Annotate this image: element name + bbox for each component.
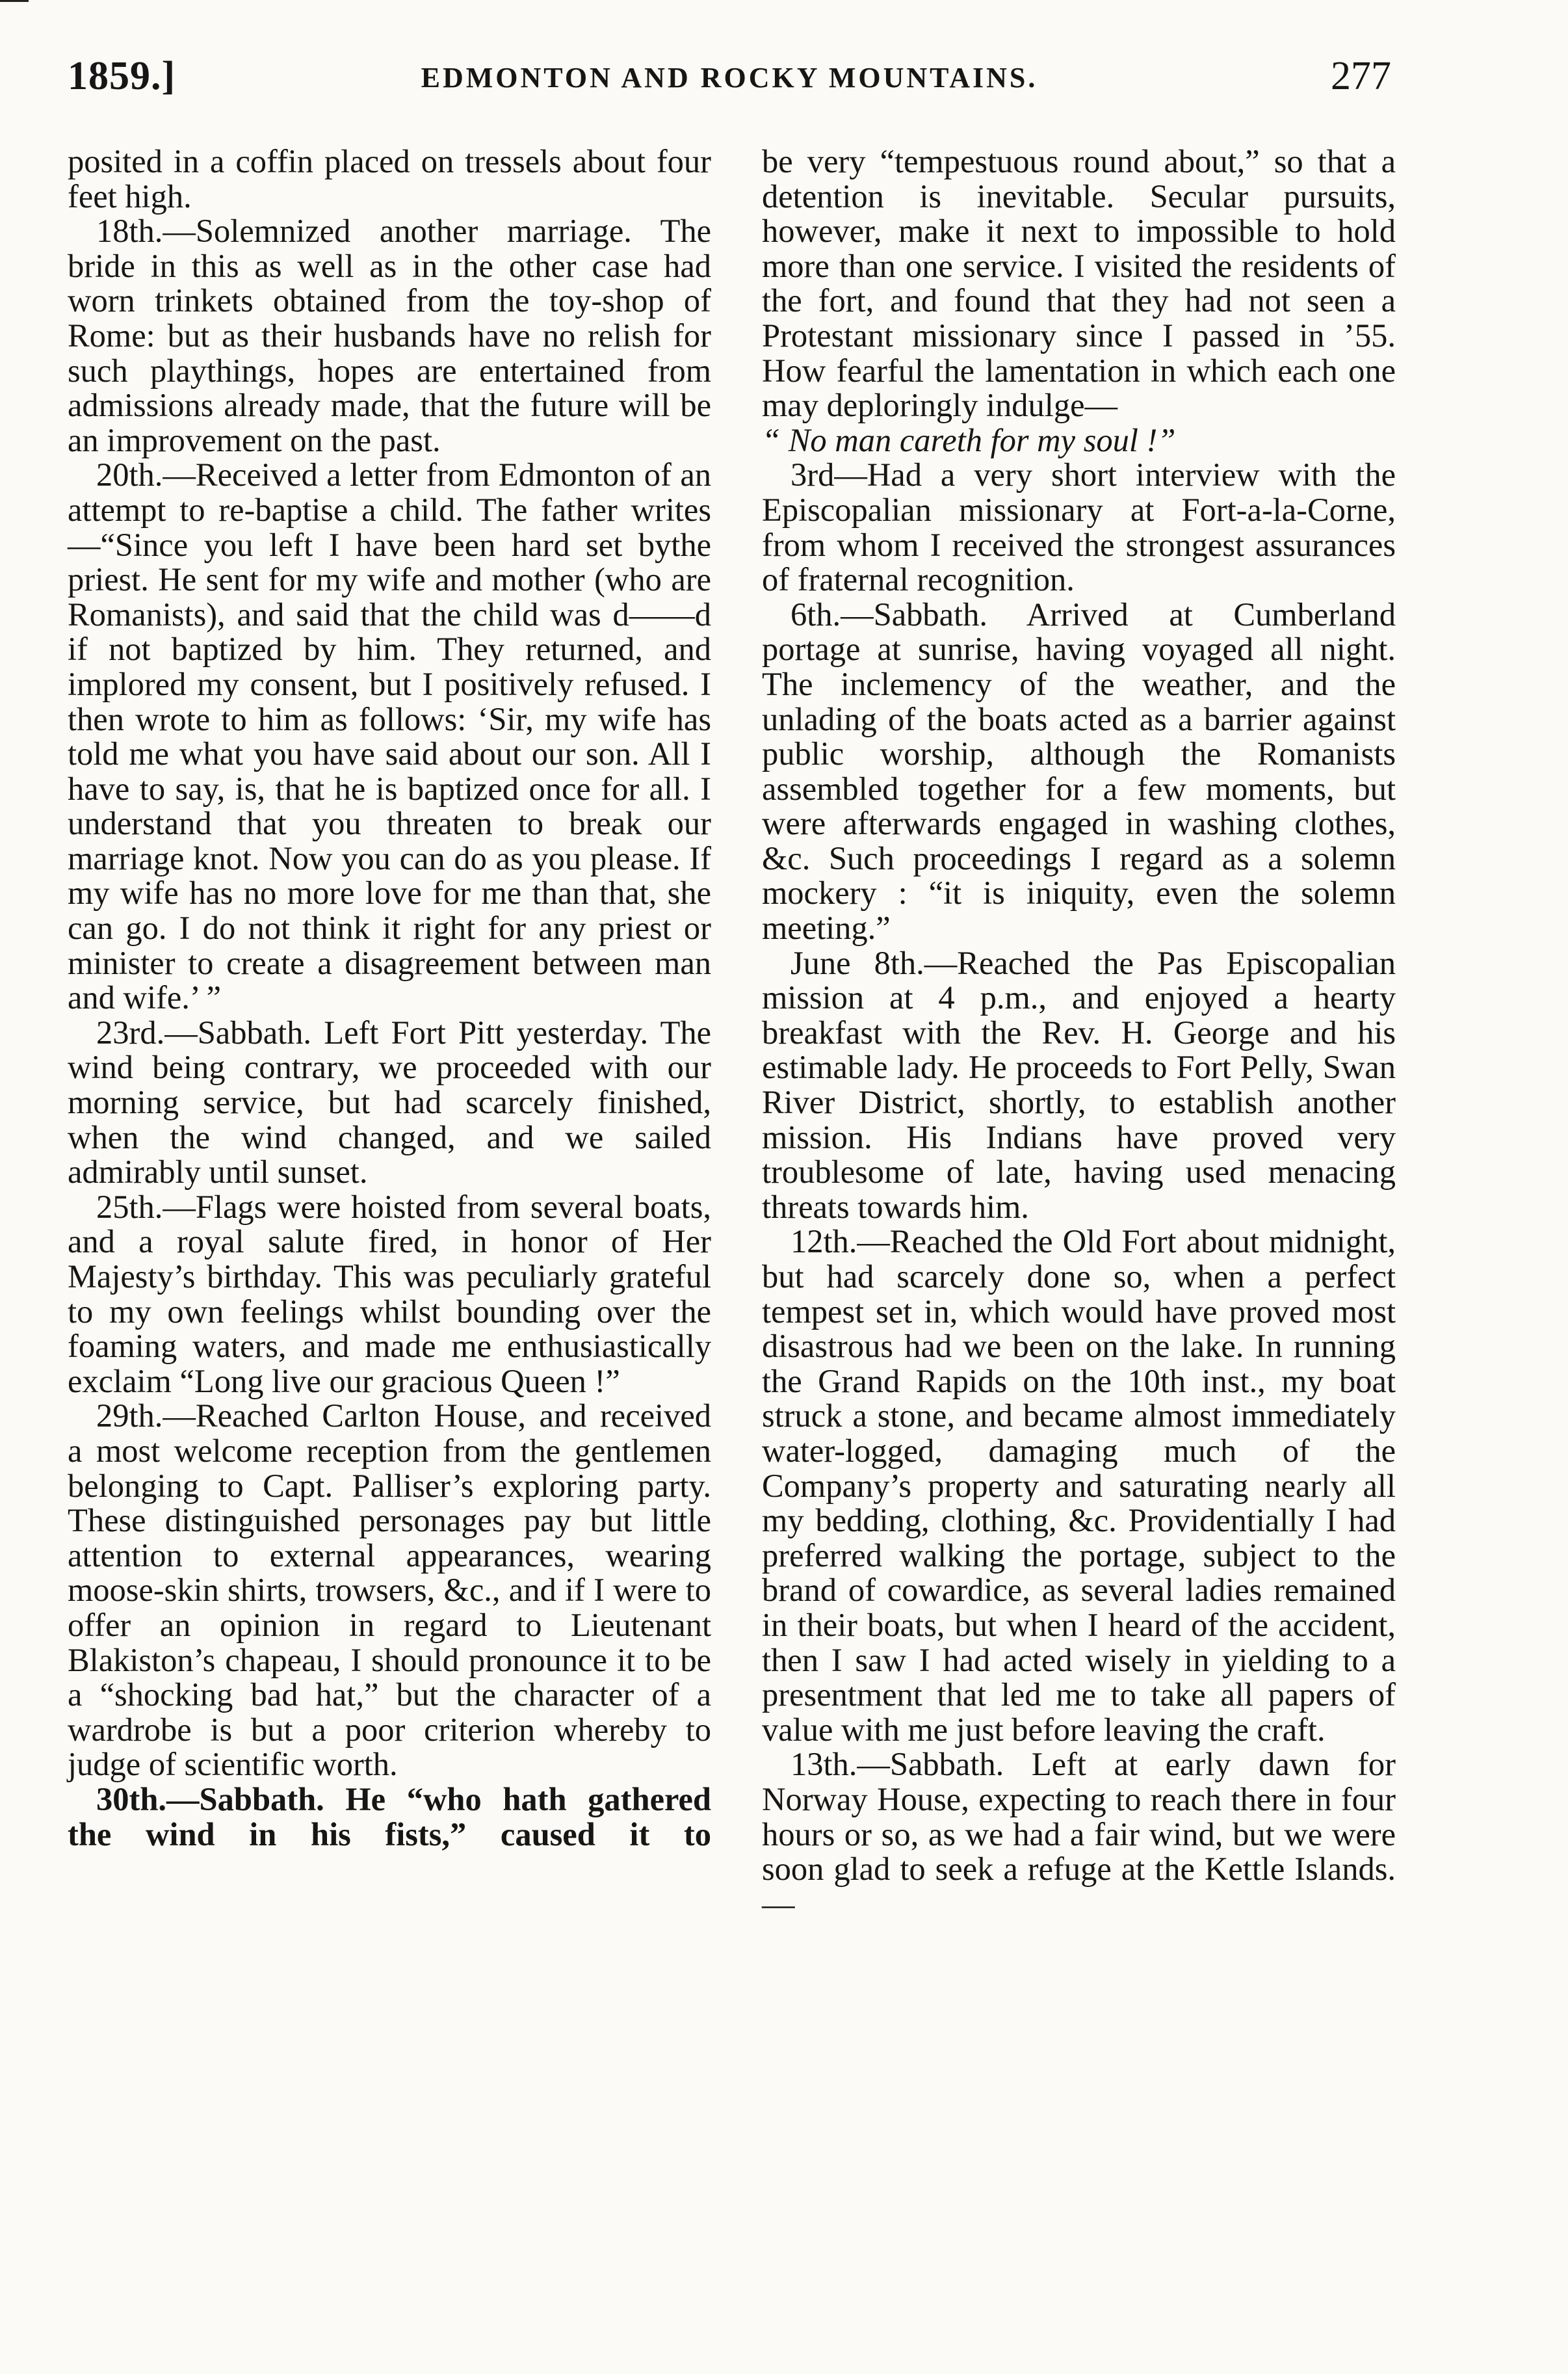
paragraph: June 8th.—Reached the Pas Episcopalian mission at 4 p.m., and enjoyed a hearty breakfast with the Rev. H. George and his estimable lady. He proceeds to Fort Pelly, Swan River District, shortly, to establish another mission. His Indians have proved very troublesome of late, having used menacing threats towards him. <box>762 944 1396 1225</box>
paragraph: 12th.—Reached the Old Fort about midnight, but had scarcely done so, when a perfect tempest set in, which would have proved most disastrous had we been on the lake. In running the Grand Rapids on the 10th inst., my boat struck a stone, and became almost immediately water-logged, damaging much of the Company’s property and saturating nearly all my bedding, clothing, &c. Providentially I had preferred walking the portage, subject to the brand of cowardice, as several ladies remained in their boats, but when I heard of the accident, then I saw I had acted wisely in yielding to a presentment that led me to take all papers of value with me just before leaving the craft. <box>762 1223 1396 1748</box>
paragraph: 25th.—Flags were hoisted from several boats, and a royal salute fired, in honor of Her Majesty’s birthday. This was peculiarly grateful to my own feelings whilst bounding over the foaming waters, and made me enthusiastically exclaim “Long live our gracious Queen !” <box>68 1188 711 1399</box>
running-head-year: 1859.] <box>68 54 176 98</box>
right-column <box>762 144 1396 1921</box>
running-head <box>68 53 1391 118</box>
corner-mark <box>0 0 29 2</box>
paragraph: posited in a coffin placed on tressels about four feet high. <box>68 143 711 215</box>
paragraph: 30th.—Sabbath. He “who hath gathered the wind in his fists,” caused it to <box>68 1780 711 1853</box>
running-head-title: EDMONTON AND ROCKY MOUNTAINS. <box>421 62 1038 94</box>
paragraph: 20th.—Received a letter from Edmonton of an attempt to re-baptise a child. The father writes—“Since you left I have been hard set bythe priest. He sent for my wife and mother (who are Romanists), and said that the child was d——d if not baptized by him. They returned, and implored my consent, but I positively refused. I then wrote to him as follows: ‘Sir, my wife has told me what you have said about our son. All I have to say, is, that he is baptized once for all. I understand that you threaten to break our marriage knot. Now you can do as you please. If my wife has no more love for me than that, she can go. I do not think it right for any priest or minister to create a disagreement between man and wife.’ ” <box>68 456 711 1016</box>
paragraph: 23rd.—Sabbath. Left Fort Pitt yesterday. The wind being contrary, we proceeded with our morning service, but had scarcely finished, when the wind changed, and we sailed admirably until sunset. <box>68 1014 711 1191</box>
left-column <box>68 144 711 1852</box>
paragraph: 13th.—Sabbath. Left at early dawn for Norway House, expecting to reach there in four hours or so, as we had a fair wind, but we were soon glad to seek a refuge at the Kettle Islands.— <box>762 1746 1396 1922</box>
paragraph: 6th.—Sabbath. Arrived at Cumberland portage at sunrise, having voyaged all night. The inclemency of the weather, and the unlading of the boats acted as a barrier against public worship, although the Romanists assembled together for a few moments, but were afterwards engaged in washing clothes, &c. Such proceedings I regard as a solemn mockery : “it is iniquity, even the solemn meeting.” <box>762 596 1396 947</box>
paragraph: “ No man careth for my soul !” <box>762 421 1176 458</box>
paragraph: 3rd—Had a very short interview with the Episcopalian missionary at Fort-a-la-Corne, from whom I received the strongest assurances of fraternal recognition. <box>762 456 1396 598</box>
paragraph: 18th.—Solemnized another marriage. The bride in this as well as in the other case had worn trinkets obtained from the toy-shop of Rome: but as their husbands have no relish for such playthings, hopes are entertained from admissions already made, that the future will be an improvement on the past. <box>68 213 711 458</box>
page-number: 277 <box>1331 54 1391 98</box>
paragraph: 29th.—Reached Carlton House, and received a most welcome reception from the gentlemen belonging to Capt. Palliser’s exploring party. These distinguished personages pay but little attention to external appearances, wearing moose-skin shirts, trowsers, &c., and if I were to offer an opinion in regard to Lieutenant Blakiston’s chapeau, I should pronounce it to be a “shocking bad hat,” but the character of a wardrobe is but a poor criterion whereby to judge of scientific worth. <box>68 1397 711 1783</box>
paragraph: be very “tempestuous round about,” so that a detention is inevitable. Secular pursuits, however, make it next to impossible to hold more than one service. I visited the residents of the fort, and found that they had not seen a Protestant missionary since I passed in ’55. How fearful the lamentation in which each one may deploringly indulge— <box>762 143 1396 424</box>
